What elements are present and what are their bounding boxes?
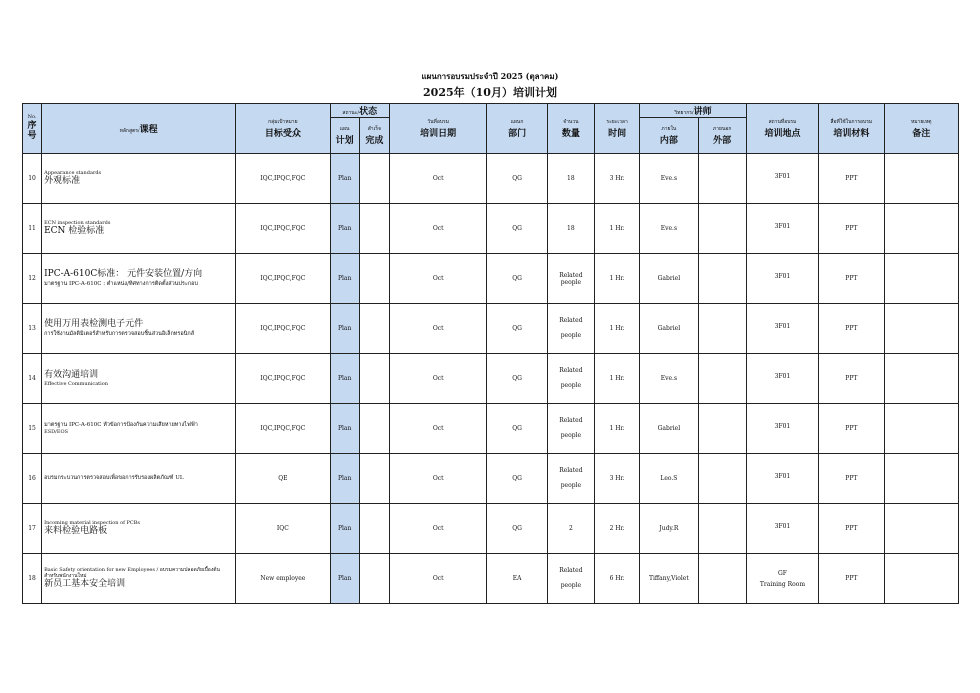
time-cell: 2 Hr. — [595, 504, 640, 554]
header-done-cn: 完成 — [365, 136, 384, 146]
header-material-cn: 培训材料 — [833, 129, 870, 139]
header-course — [42, 104, 236, 154]
header-status-cn: 状态 — [359, 107, 378, 117]
course-cell — [42, 454, 236, 504]
header-plan — [330, 118, 359, 154]
course-line-1: มาตรฐาน IPC-A-610C หัวข้อการป้องกันความเสียหายทางไฟฟ้า — [44, 421, 198, 428]
location-cell — [746, 354, 818, 404]
external-lecturer-cell — [698, 504, 746, 554]
external-lecturer-cell — [698, 254, 746, 304]
location-cell — [746, 504, 818, 554]
course-cell — [42, 404, 236, 454]
plan-status-cell: Plan — [330, 204, 359, 254]
header-external — [698, 118, 746, 154]
header-plan-cn: 计划 — [335, 136, 354, 146]
time-cell: 3 Hr. — [595, 454, 640, 504]
header-lecturer-cn: 讲师 — [693, 107, 712, 117]
dept-cell: QG — [487, 154, 547, 204]
course-line-1: 使用万用表检测电子元件 — [44, 319, 144, 330]
location-cell — [746, 204, 818, 254]
material-cell: PPT — [819, 504, 884, 554]
material-cell: PPT — [819, 354, 884, 404]
header-material-th: สื่อที่ใช้ในการอบรม — [830, 119, 873, 125]
header-plan-th: แผน — [339, 126, 350, 132]
qty-cell: Related people — [547, 454, 594, 504]
remark-cell — [884, 154, 958, 204]
external-lecturer-cell — [698, 304, 746, 354]
qty-cell: 2 — [547, 504, 594, 554]
document-title-chinese: 2025年（10月）培训计划 — [423, 86, 557, 99]
header-internal-th: ภายใน — [661, 126, 677, 132]
material-cell: PPT — [819, 204, 884, 254]
location-cell — [746, 304, 818, 354]
remark-cell — [884, 304, 958, 354]
table-row — [23, 504, 959, 554]
header-target-th: กลุ่มเป้าหมาย — [268, 119, 298, 125]
date-cell: Oct — [389, 454, 487, 504]
table-row — [23, 354, 959, 404]
internal-lecturer-cell: Eve.s — [640, 154, 698, 204]
header-date-th: วันที่อบรม — [427, 119, 450, 125]
done-status-cell — [359, 204, 389, 254]
internal-lecturer-cell: Eve.s — [640, 354, 698, 404]
location-cell — [746, 254, 818, 304]
row-number: 14 — [23, 354, 42, 404]
header-no — [23, 104, 42, 154]
course-line-1: 有效沟通培训 — [44, 369, 99, 380]
table-row — [23, 304, 959, 354]
date-cell: Oct — [389, 404, 487, 454]
dept-cell: QG — [487, 454, 547, 504]
plan-status-cell: Plan — [330, 504, 359, 554]
course-line-2: 外观标准 — [44, 176, 81, 186]
header-location-th: สถานที่อบรม — [768, 119, 797, 125]
location-cell — [746, 454, 818, 504]
target-cell: IQC,IPQC,FQC — [236, 304, 331, 354]
remark-cell — [884, 254, 958, 304]
qty-cell: 18 — [547, 154, 594, 204]
location-line-1: 3F01 — [774, 173, 791, 180]
dept-cell: QG — [487, 504, 547, 554]
header-external-cn: 外部 — [713, 136, 732, 146]
remark-cell — [884, 454, 958, 504]
date-cell: Oct — [389, 154, 487, 204]
external-lecturer-cell — [698, 554, 746, 604]
table-row — [23, 154, 959, 204]
plan-status-cell: Plan — [330, 454, 359, 504]
header-target — [236, 104, 331, 154]
target-cell: IQC,IPQC,FQC — [236, 154, 331, 204]
header-no-en: No. — [27, 114, 37, 121]
qty-cell: Related people — [547, 254, 594, 304]
row-number: 18 — [23, 554, 42, 604]
course-line-1: Appearance standards — [44, 169, 102, 176]
course-cell — [42, 154, 236, 204]
dept-cell: QG — [487, 304, 547, 354]
dept-cell: QG — [487, 204, 547, 254]
table-row — [23, 554, 959, 604]
target-cell: IQC,IPQC,FQC — [236, 254, 331, 304]
header-dept-cn: 部门 — [508, 129, 527, 139]
internal-lecturer-cell: Gabriel — [640, 254, 698, 304]
date-cell: Oct — [389, 554, 487, 604]
remark-cell — [884, 404, 958, 454]
header-done — [359, 118, 389, 154]
header-dept — [487, 104, 547, 154]
plan-status-cell: Plan — [330, 404, 359, 454]
material-cell: PPT — [819, 154, 884, 204]
done-status-cell — [359, 454, 389, 504]
internal-lecturer-cell: Gabriel — [640, 404, 698, 454]
internal-lecturer-cell: Gabriel — [640, 304, 698, 354]
header-time-th: ระยะเวลา — [606, 119, 628, 125]
date-cell: Oct — [389, 504, 487, 554]
external-lecturer-cell — [698, 204, 746, 254]
material-cell: PPT — [819, 254, 884, 304]
external-lecturer-cell — [698, 404, 746, 454]
internal-lecturer-cell: Judy.R — [640, 504, 698, 554]
target-cell: New employee — [236, 554, 331, 604]
course-cell — [42, 354, 236, 404]
external-lecturer-cell — [698, 154, 746, 204]
remark-cell — [884, 554, 958, 604]
row-number: 10 — [23, 154, 42, 204]
location-line-1: GF — [778, 569, 787, 577]
header-remark — [884, 104, 958, 154]
date-cell: Oct — [389, 254, 487, 304]
header-course-cn: 课程 — [139, 125, 158, 135]
table-row — [23, 404, 959, 454]
header-remark-th: หมายเหตุ — [910, 119, 932, 125]
course-line-1: อบรมกระบวนการตรวจสอบเพื่อขอการรับรองผลิตภัณฑ์ UL — [44, 475, 184, 482]
dept-cell: QG — [487, 404, 547, 454]
course-cell — [42, 504, 236, 554]
course-line-2: 新员工基本安全培训 — [44, 579, 126, 590]
remark-cell — [884, 354, 958, 404]
plan-status-cell: Plan — [330, 554, 359, 604]
row-number: 15 — [23, 404, 42, 454]
header-material — [819, 104, 884, 154]
header-course-th: หลักสูตร/ — [119, 128, 140, 134]
header-qty-th: จำนวน — [563, 119, 579, 125]
material-cell: PPT — [819, 554, 884, 604]
location-line-2: Training Room — [759, 580, 806, 588]
row-number: 12 — [23, 254, 42, 304]
header-lecturer-th: วิทยากร/ — [674, 110, 694, 116]
location-cell — [746, 404, 818, 454]
course-line-2: ESD/EOS — [44, 428, 69, 435]
course-line-1: IPC-A-610C标准： 元件安装位置/方向 — [44, 269, 203, 280]
header-qty-cn: 数量 — [561, 129, 580, 139]
course-line-1: Basic Safety orientation for new Employees / อบรมความปลอดภัยเบื้องต้นสำหรับพนักงานใหม่ — [44, 566, 220, 579]
course-line-2: 来料检验电路板 — [44, 526, 108, 536]
material-cell: PPT — [819, 404, 884, 454]
dept-cell: EA — [487, 554, 547, 604]
location-cell — [746, 154, 818, 204]
date-cell: Oct — [389, 304, 487, 354]
course-line-2: Effective Communication — [44, 381, 109, 387]
header-time — [595, 104, 640, 154]
table-row — [23, 254, 959, 304]
document-title-thai: แผนการอบรมประจำปี 2025 (ตุลาคม) — [421, 71, 559, 81]
header-internal — [640, 118, 698, 154]
course-cell — [42, 204, 236, 254]
row-number: 16 — [23, 454, 42, 504]
target-cell: IQC — [236, 504, 331, 554]
qty-cell: 18 — [547, 204, 594, 254]
course-cell — [42, 254, 236, 304]
plan-status-cell: Plan — [330, 304, 359, 354]
time-cell: 3 Hr. — [595, 154, 640, 204]
row-number: 13 — [23, 304, 42, 354]
material-cell: PPT — [819, 304, 884, 354]
external-lecturer-cell — [698, 354, 746, 404]
header-location — [746, 104, 818, 154]
row-number: 11 — [23, 204, 42, 254]
material-cell: PPT — [819, 454, 884, 504]
header-status — [330, 104, 389, 118]
header-date-cn: 培训日期 — [420, 129, 457, 139]
qty-cell: Related people — [547, 304, 594, 354]
remark-cell — [884, 504, 958, 554]
plan-status-cell: Plan — [330, 254, 359, 304]
table-row — [23, 204, 959, 254]
course-line-1: Incoming material inspection of PCBs — [44, 519, 140, 526]
course-line-2: ECN 检验标准 — [44, 226, 105, 236]
location-line-1: 3F01 — [774, 223, 791, 230]
dept-cell: QG — [487, 354, 547, 404]
time-cell: 1 Hr. — [595, 354, 640, 404]
target-cell: IQC,IPQC,FQC — [236, 354, 331, 404]
done-status-cell — [359, 254, 389, 304]
internal-lecturer-cell: Eve.s — [640, 204, 698, 254]
location-line-1: 3F01 — [774, 473, 791, 480]
remark-cell — [884, 204, 958, 254]
internal-lecturer-cell: Leo.S — [640, 454, 698, 504]
time-cell: 1 Hr. — [595, 204, 640, 254]
header-qty — [547, 104, 594, 154]
course-line-1: ECN inspection standards — [44, 219, 111, 226]
target-cell: IQC,IPQC,FQC — [236, 404, 331, 454]
course-line-2: มาตรฐาน IPC-A-610C : ตำแหน่ง/ทิศทางการติดตั้งส่วนประกอบ — [44, 280, 198, 287]
header-no-cn: 序号 — [27, 121, 37, 142]
qty-cell: Related people — [547, 404, 594, 454]
header-lecturer — [640, 104, 747, 118]
time-cell: 1 Hr. — [595, 254, 640, 304]
done-status-cell — [359, 404, 389, 454]
external-lecturer-cell — [698, 454, 746, 504]
header-status-th: สถานะ/ — [342, 110, 360, 116]
course-line-2: การใช้งานมัลติมิเตอร์สำหรับการตรวจสอบชิ้นส่วนอิเล็กทรอนิกส์ — [44, 330, 195, 337]
course-cell — [42, 554, 236, 604]
location-line-1: 3F01 — [774, 373, 791, 380]
internal-lecturer-cell: Tiffany,Violet — [640, 554, 698, 604]
location-line-1: 3F01 — [774, 273, 791, 280]
course-cell — [42, 304, 236, 354]
header-time-cn: 时间 — [608, 129, 627, 139]
qty-cell: Related people — [547, 354, 594, 404]
plan-status-cell: Plan — [330, 354, 359, 404]
header-done-th: สำเร็จ — [367, 126, 381, 132]
plan-status-cell: Plan — [330, 154, 359, 204]
time-cell: 6 Hr. — [595, 554, 640, 604]
location-cell — [746, 554, 818, 604]
target-cell: IQC,IPQC,FQC — [236, 204, 331, 254]
location-line-1: 3F01 — [774, 523, 791, 530]
header-location-cn: 培训地点 — [764, 129, 801, 139]
header-dept-th: แผนก — [510, 119, 524, 125]
location-line-1: 3F01 — [774, 423, 791, 430]
dept-cell: QG — [487, 254, 547, 304]
done-status-cell — [359, 154, 389, 204]
done-status-cell — [359, 554, 389, 604]
qty-cell: Related people — [547, 554, 594, 604]
training-plan-body — [23, 154, 959, 604]
time-cell: 1 Hr. — [595, 304, 640, 354]
training-plan-table — [22, 103, 959, 604]
done-status-cell — [359, 354, 389, 404]
done-status-cell — [359, 504, 389, 554]
header-date — [389, 104, 487, 154]
header-remark-cn: 备注 — [912, 129, 931, 139]
header-target-cn: 目标受众 — [264, 129, 301, 139]
time-cell: 1 Hr. — [595, 404, 640, 454]
done-status-cell — [359, 304, 389, 354]
table-row — [23, 454, 959, 504]
target-cell: QE — [236, 454, 331, 504]
header-external-th: ภายนอก — [712, 126, 732, 132]
header-internal-cn: 内部 — [659, 136, 678, 146]
row-number: 17 — [23, 504, 42, 554]
date-cell: Oct — [389, 354, 487, 404]
location-line-1: 3F01 — [774, 323, 791, 330]
date-cell: Oct — [389, 204, 487, 254]
